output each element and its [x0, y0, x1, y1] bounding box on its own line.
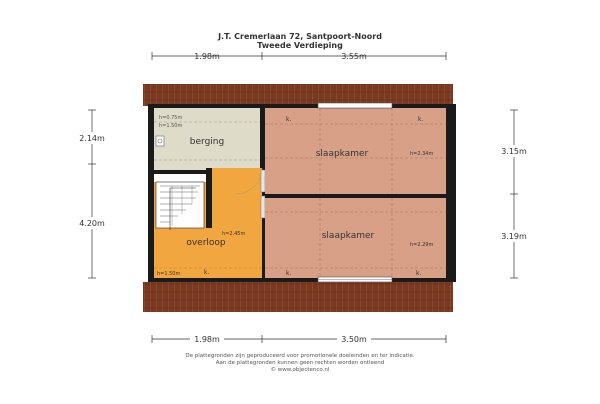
room-label-berging: berging [189, 137, 225, 147]
dimension-left-lower-label: 4.20m [79, 219, 105, 228]
wall-right [446, 106, 456, 282]
roof-top [143, 84, 453, 106]
slaapkamer-bottom-marker-2: k. [416, 270, 422, 277]
room-label-slaapkamer-bottom: slaapkamer [321, 231, 375, 241]
wall-bottom [148, 278, 456, 282]
dimension-right-upper-label: 3.15m [501, 147, 527, 156]
overloop-marker: k. [204, 269, 210, 276]
room-label-slaapkamer-top: slaapkamer [315, 149, 369, 159]
dimension-bottom-right-label: 3.50m [341, 335, 367, 344]
slaapkamer-top-marker-1: k. [286, 116, 292, 123]
wall-bedrooms [265, 194, 446, 198]
berging-height-1: h=0.75m [159, 115, 183, 121]
slaapkamer-top-height: h=2.34m [410, 151, 434, 157]
door-bedroom-top[interactable] [261, 170, 265, 192]
dimension-top-left-label: 1.98m [194, 52, 220, 61]
dimension-right-lower-label: 3.19m [501, 232, 527, 241]
overloop-height-1: h=2.45m [222, 231, 246, 237]
window-top-frame [318, 103, 392, 108]
footer-disclaimer-line1: De plattegronden zijn geproduceerd voor promotionele doeleinden en ter indicatie. [185, 353, 415, 359]
dimension-bottom-left-label: 1.98m [194, 335, 220, 344]
footer-disclaimer-line2: Aan de plattegronden kunnen geen rechten worden ontleend [215, 360, 385, 366]
room-label-overloop: overloop [186, 238, 226, 248]
overloop-height-2: h=1.50m [157, 271, 181, 277]
berging-height-2: h=1.50m [159, 123, 183, 129]
dimension-left-upper-label: 2.14m [79, 134, 105, 143]
wall-top [148, 104, 456, 108]
plan-address: J.T. Cremerlaan 72, Santpoort-Noord [218, 32, 382, 41]
sink-icon [156, 136, 164, 146]
door-bedroom-bottom[interactable] [261, 196, 265, 218]
slaapkamer-bottom-marker-1: k. [286, 270, 292, 277]
window-bottom [318, 277, 392, 282]
slaapkamer-top-marker-2: k. [418, 116, 424, 123]
staircase [156, 182, 204, 230]
footer-copyright: © www.objectenco.nl [270, 367, 330, 373]
dimension-top-right-label: 3.55m [341, 52, 367, 61]
slaapkamer-bottom-height: h=2.29m [410, 242, 434, 248]
wall-stair [206, 168, 212, 228]
roof-bottom [143, 282, 453, 312]
plan-floor-name: Tweede Verdieping [257, 41, 343, 50]
dimension-right [510, 110, 518, 278]
wall-left [148, 106, 154, 282]
